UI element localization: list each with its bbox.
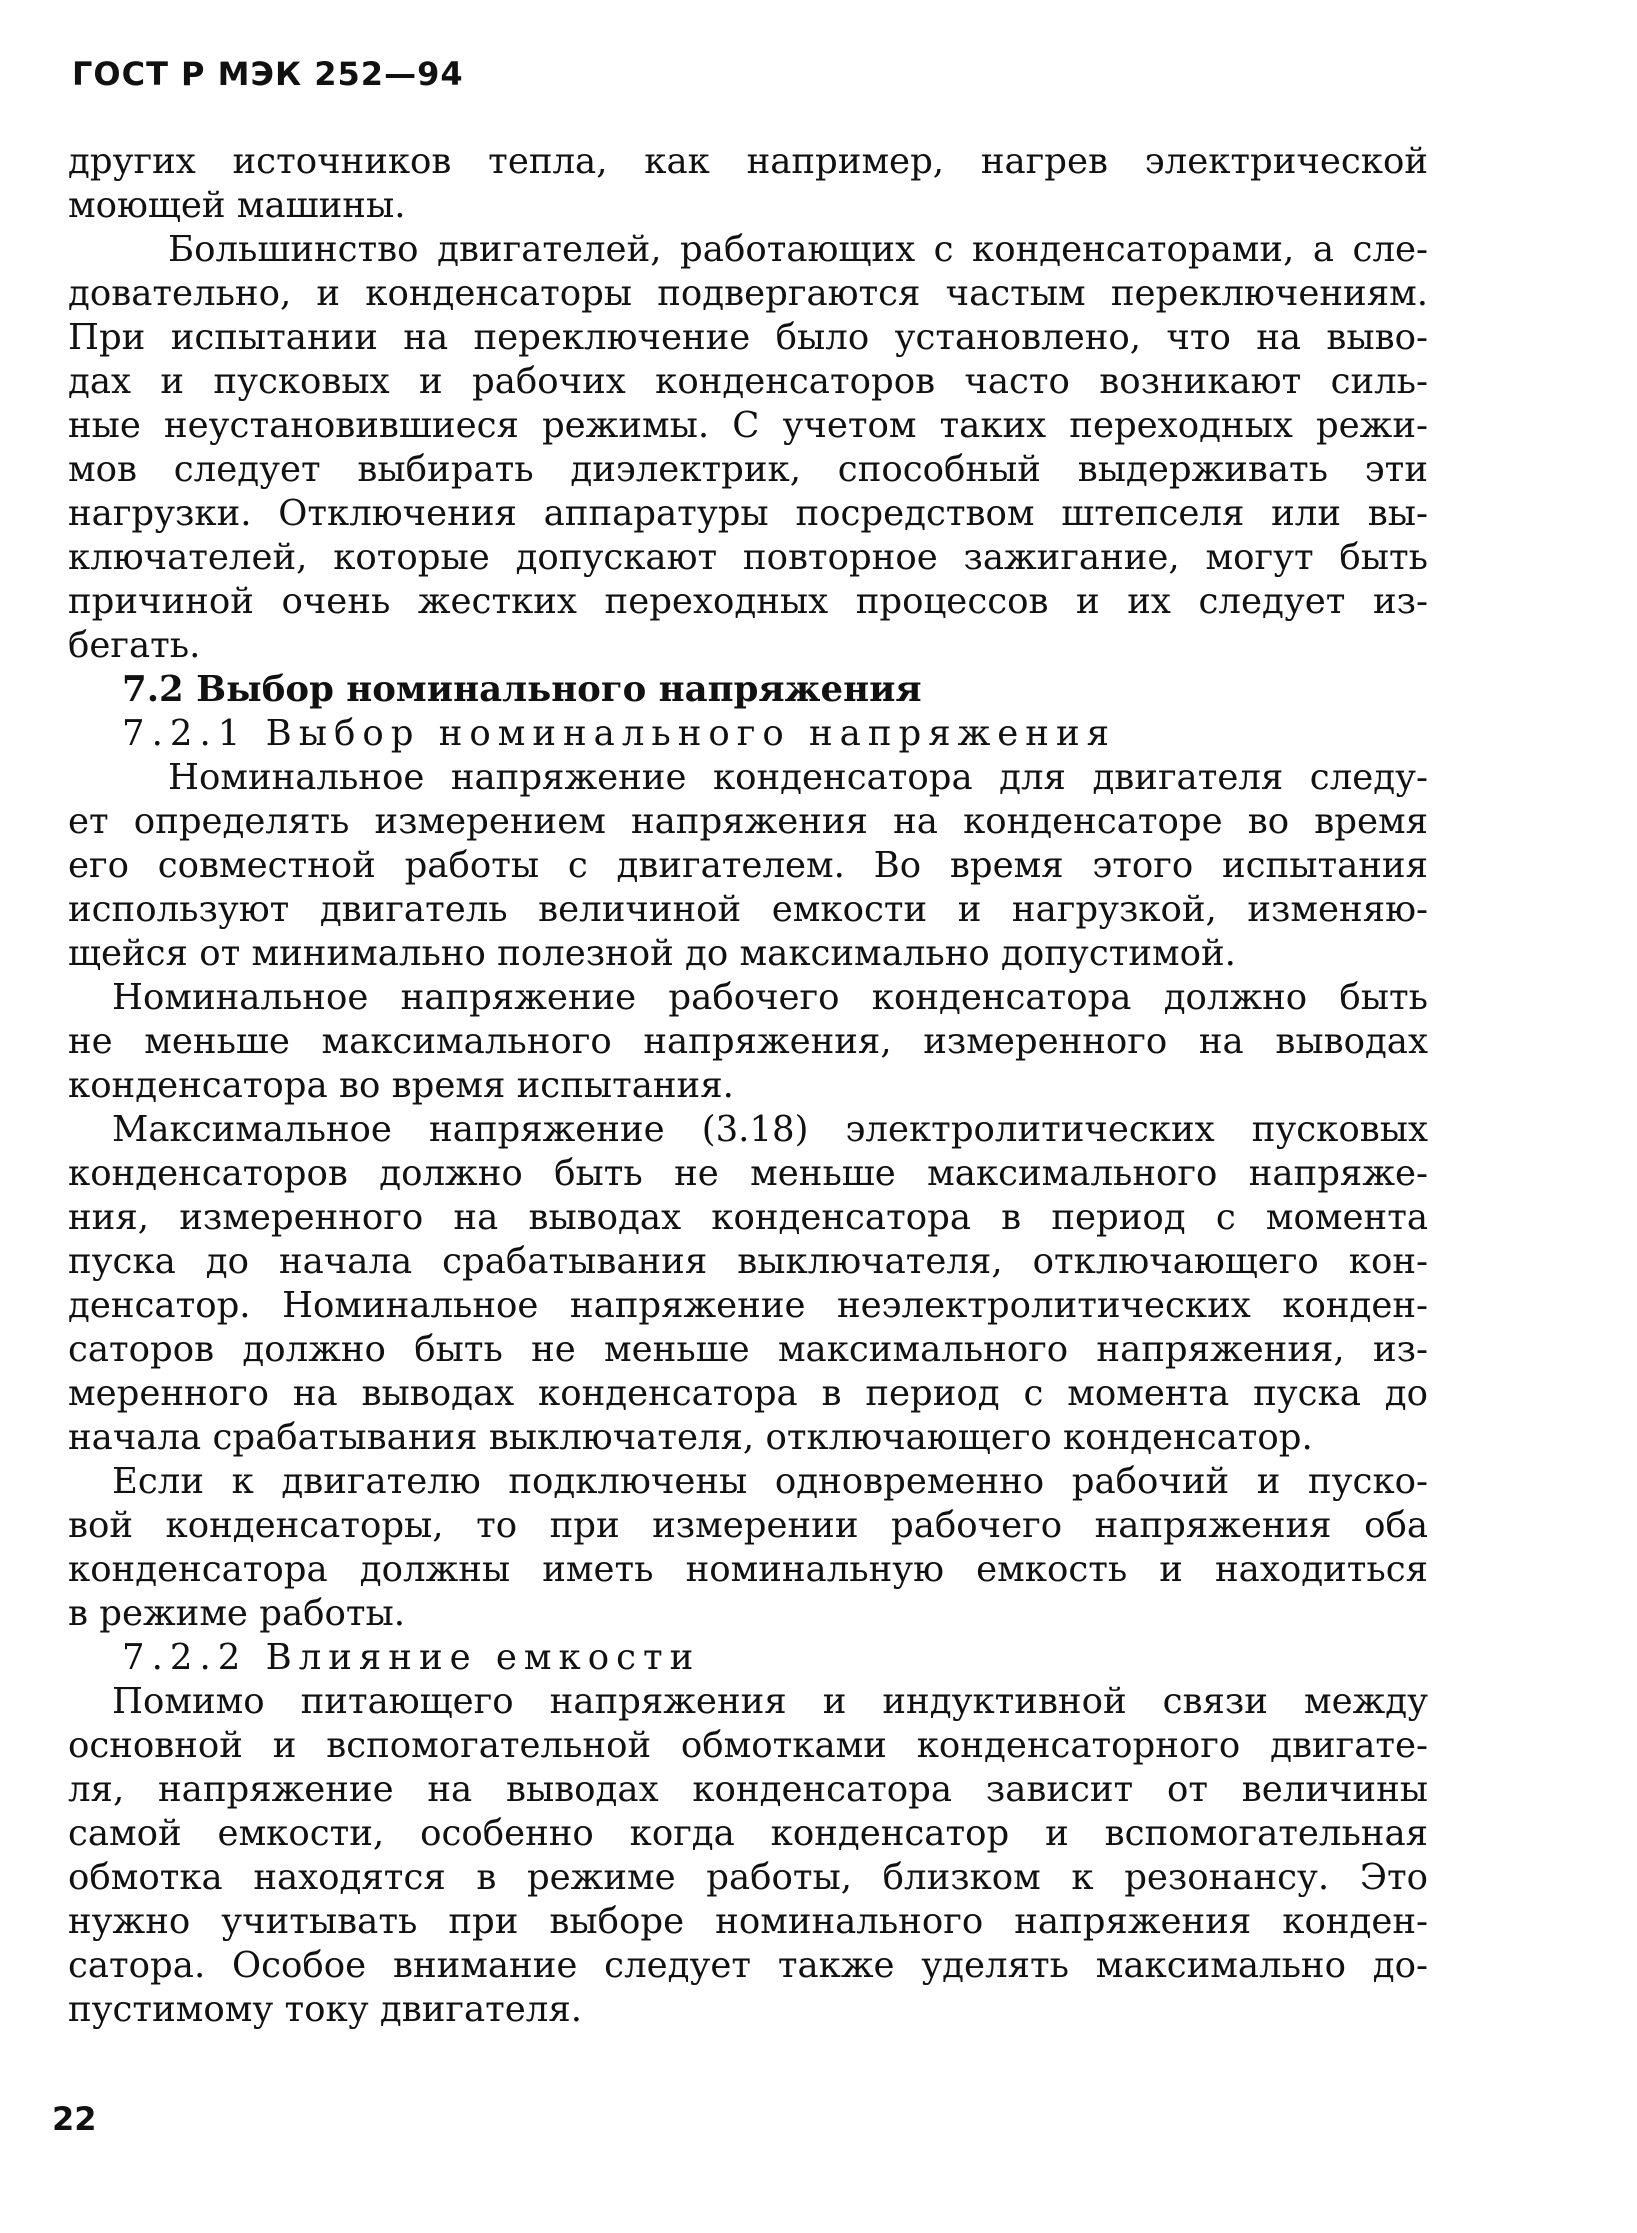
text-line: моющей машины. <box>68 185 406 226</box>
text-line: щейся от минимально полезной до максимально допустимой. <box>68 933 1236 974</box>
text-line: причиной очень жестких переходных процессов и их следует из- <box>68 581 1428 622</box>
subsection-heading: 7.2.1 Выбор номинального напряжения <box>122 713 1117 754</box>
text-line: нагрузки. Отключения аппаратуры посредством штепселя или вы- <box>68 493 1428 534</box>
text-line: других источников тепла, как например, нагрев электрической <box>68 141 1428 182</box>
text-line: его совместной работы с двигателем. Во время этого испытания <box>68 845 1428 886</box>
text-line: ет определять измерением напряжения на конденсаторе во время <box>68 801 1428 842</box>
text-line: Номинальное напряжение рабочего конденсатора должно быть <box>112 977 1428 1018</box>
text-line: довательно, и конденсаторы подвергаются частым переключениям. <box>68 273 1428 314</box>
text-line: Номинальное напряжение конденсатора для двигателя следу- <box>168 757 1428 798</box>
page-number: 22 <box>52 2100 97 2138</box>
text-line: конденсаторов должно быть не меньше максимального напряже- <box>68 1153 1428 1194</box>
text-line: бегать. <box>68 625 201 666</box>
text-line: пустимому току двигателя. <box>68 1989 583 2030</box>
text-line: Помимо питающего напряжения и индуктивной связи между <box>112 1681 1428 1722</box>
text-line: начала срабатывания выключателя, отключающего конденсатор. <box>68 1417 1313 1458</box>
text-line: обмотка находятся в режиме работы, близком к резонансу. Это <box>68 1857 1428 1898</box>
text-line: ля, напряжение на выводах конденсатора зависит от величины <box>68 1769 1428 1810</box>
text-line: конденсатора во время испытания. <box>68 1065 734 1106</box>
text-line: денсатор. Номинальное напряжение неэлектролитических конден- <box>68 1285 1428 1326</box>
text-line: ния, измеренного на выводах конденсатора в период с момента <box>68 1197 1428 1238</box>
text-line: меренного на выводах конденсатора в период с момента пуска до <box>68 1373 1428 1414</box>
body-text <box>68 140 1428 2032</box>
text-line: используют двигатель величиной емкости и нагрузкой, изменяю- <box>68 889 1428 930</box>
document-header: ГОСТ Р МЭК 252—94 <box>72 55 464 93</box>
text-line: конденсатора должны иметь номинальную емкость и находиться <box>68 1549 1428 1590</box>
section-heading: 7.2 Выбор номинального напряжения <box>122 669 922 710</box>
text-line: саторов должно быть не меньше максимального напряжения, из- <box>68 1329 1428 1370</box>
text-line: Максимальное напряжение (3.18) электролитических пусковых <box>112 1109 1428 1150</box>
text-line: Если к двигателю подключены одновременно рабочий и пуско- <box>112 1461 1428 1502</box>
text-line: вой конденсаторы, то при измерении рабочего напряжения оба <box>68 1505 1428 1546</box>
text-line: дах и пусковых и рабочих конденсаторов часто возникают силь- <box>68 361 1428 402</box>
text-line: При испытании на переключение было установлено, что на выво- <box>68 317 1428 358</box>
text-line: ные неустановившиеся режимы. С учетом таких переходных режи- <box>68 405 1428 446</box>
subsection-heading: 7.2.2 Влияние емкости <box>122 1637 701 1678</box>
text-line: нужно учитывать при выборе номинального напряжения конден- <box>68 1901 1428 1942</box>
text-line: не меньше максимального напряжения, измеренного на выводах <box>68 1021 1428 1062</box>
text-line: ключателей, которые допускают повторное зажигание, могут быть <box>68 537 1428 578</box>
text-line: основной и вспомогательной обмотками конденсаторного двигате- <box>68 1725 1428 1766</box>
text-line: Большинство двигателей, работающих с конденсаторами, а сле- <box>168 229 1428 270</box>
text-line: сатора. Особое внимание следует также уделять максимально до- <box>68 1945 1428 1986</box>
text-line: в режиме работы. <box>68 1593 406 1634</box>
text-line: пуска до начала срабатывания выключателя, отключающего кон- <box>68 1241 1428 1282</box>
text-line: мов следует выбирать диэлектрик, способный выдерживать эти <box>68 449 1428 490</box>
text-line: самой емкости, особенно когда конденсатор и вспомогательная <box>68 1813 1428 1854</box>
